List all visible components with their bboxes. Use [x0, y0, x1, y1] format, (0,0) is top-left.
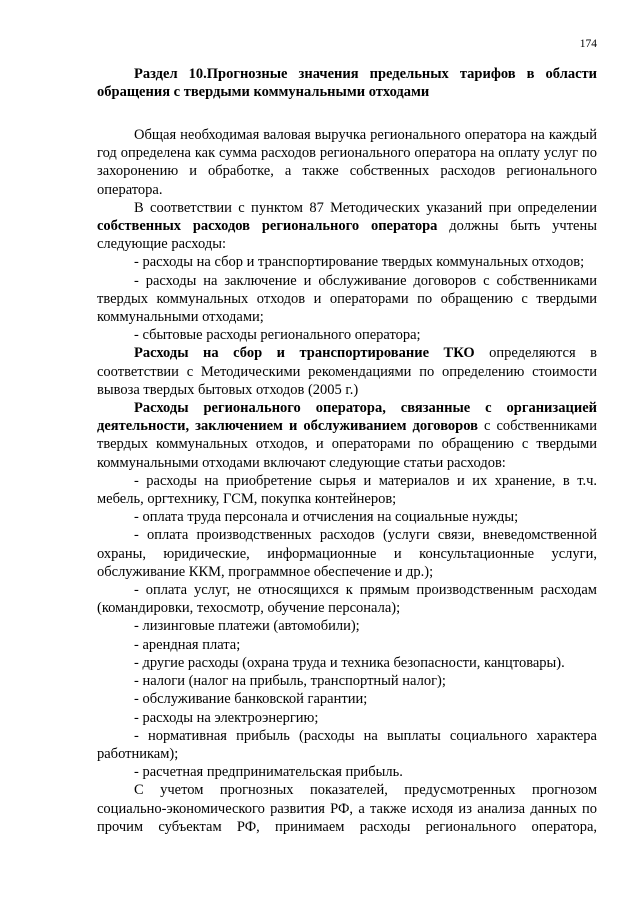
paragraph-bold-term: собственных расходов регионального оператора	[97, 218, 438, 235]
paragraph-text: определяются в соответствии с Методическими рекомендациями по определению стоимости вывоза твердых бытовых отходов (2005 г.)	[97, 345, 597, 398]
list-item: - расходы на электроэнергию;	[134, 709, 319, 726]
paragraph-collection-costs	[97, 344, 597, 399]
list-item: - расчетная предпринимательская прибыль.	[134, 764, 403, 781]
page-number: 174	[579, 38, 597, 50]
paragraph-forecast: С учетом прогнозных показателей, предусмотренных прогнозом социально-экономического развития РФ, а также исходя из анализа данных по прочим субъектам РФ, принимаем расходы регионального оператора,	[97, 782, 597, 835]
list-item: - налоги (налог на прибыль, транспортный налог);	[134, 673, 446, 690]
list-item: - оплата производственных расходов (услуги связи, вневедомственной охраны, юридические, информационные и консультационные услуги, обслуживание ККМ, программное обеспечение и др.);	[97, 527, 597, 580]
paragraph-bold-term: Расходы на сбор и транспортирование ТКО	[134, 345, 475, 362]
paragraph-bold-term: Расходы регионального оператора, связанные с организацией деятельности, заключением и обслуживанием договоров	[97, 400, 597, 435]
paragraph-text: должны быть учтены следующие расходы:	[97, 218, 597, 253]
list-item: - другие расходы (охрана труда и техника безопасности, канцтовары).	[134, 654, 565, 671]
list-item: - расходы на приобретение сырья и материалов и их хранение, в т.ч. мебель, оргтехнику, ГСМ, покупка контейнеров;	[97, 472, 597, 508]
list-item: - арендная плата;	[134, 636, 241, 653]
list-item: - сбытовые расходы регионального оператора;	[134, 327, 421, 344]
list-item: - расходы на сбор и транспортирование твердых коммунальных отходов;	[134, 254, 585, 271]
paragraph-text: В соответствии с пунктом 87 Методических указаний при определении	[134, 199, 597, 216]
paragraph-operator-costs	[97, 399, 597, 472]
section-heading: Раздел 10.Прогнозные значения предельных тарифов в области обращения с твердыми коммунальными отходами	[97, 66, 597, 100]
list-item: - расходы на заключение и обслуживание договоров с собственниками твердых коммунальных отходов и операторами по обращению с твердыми коммунальными отходами;	[97, 272, 597, 326]
list-item: - лизинговые платежи (автомобили);	[134, 618, 360, 635]
document-body	[97, 120, 597, 836]
list-item: - нормативная прибыль (расходы на выплаты социального характера работникам);	[97, 727, 597, 762]
paragraph-text: с собственниками твердых коммунальных отходов, и операторами по обращению с твердыми коммунальными отходами включают следующие статьи расходов:	[97, 418, 597, 471]
paragraph-gross-revenue: Общая необходимая валовая выручка регионального оператора на каждый год определена как сумма расходов регионального оператора на оплату услуг по захоронению и обработке, а также собственных расходов регионального оператора.	[97, 127, 597, 198]
list-item: - оплата услуг, не относящихся к прямым производственным расходам (командировки, техосмотр, обучение персонала);	[97, 582, 597, 617]
list-item: - обслуживание банковской гарантии;	[134, 691, 368, 708]
list-item: - оплата труда персонала и отчисления на социальные нужды;	[134, 509, 519, 526]
paragraph-own-expenses	[97, 199, 597, 254]
